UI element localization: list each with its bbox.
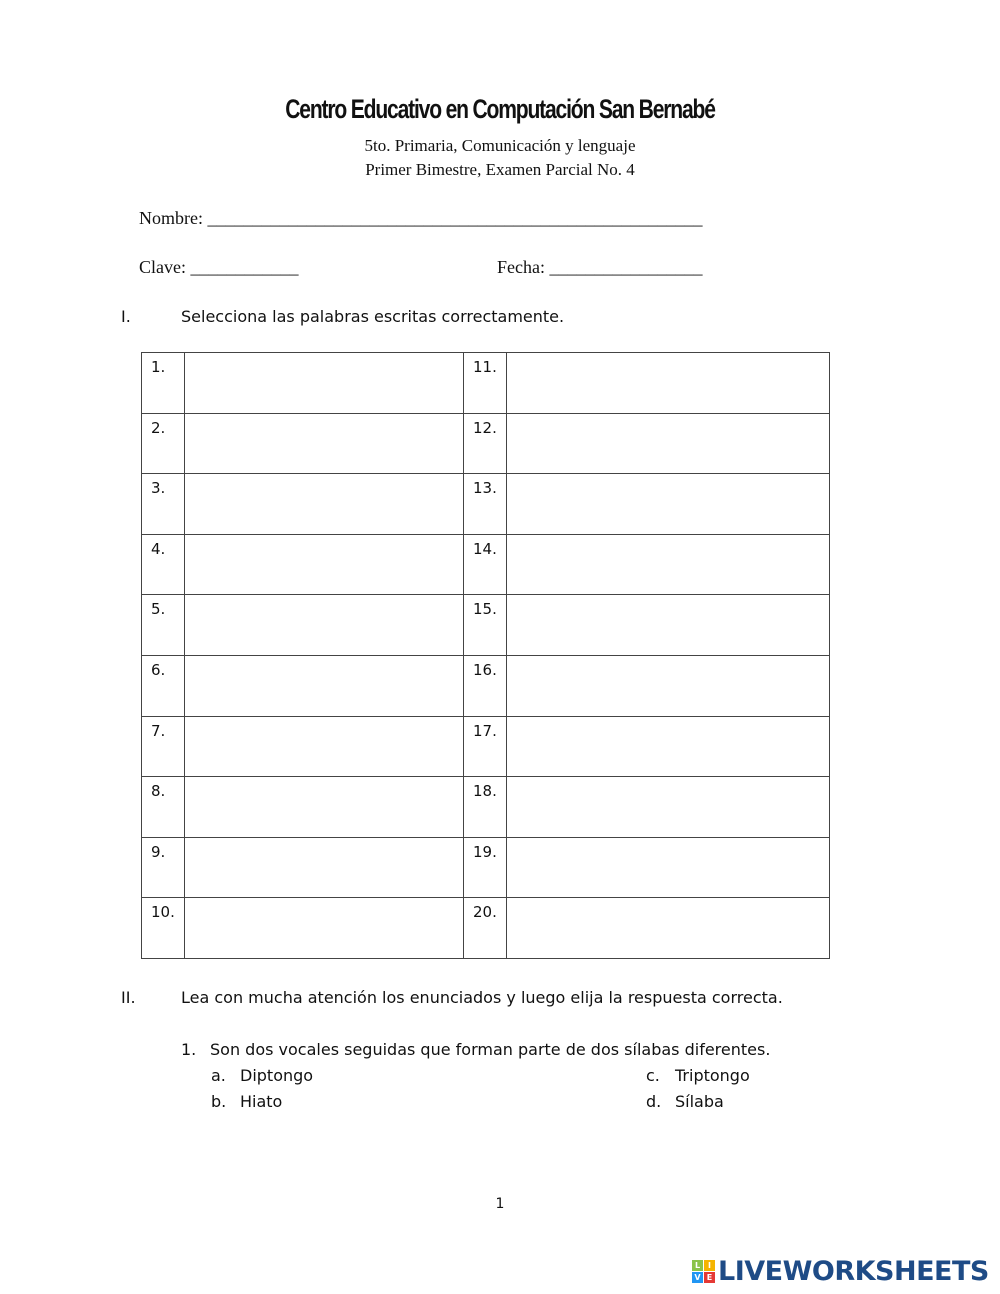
- answer-input-14[interactable]: [507, 535, 829, 595]
- answer-cell[interactable]: [507, 837, 830, 898]
- option-c[interactable]: [646, 1066, 750, 1085]
- item-number: 10.: [142, 898, 185, 959]
- section-1-instruction: Selecciona las palabras escritas correctamente.: [181, 307, 565, 326]
- answer-cell[interactable]: [507, 595, 830, 656]
- option-text: Diptongo: [240, 1066, 314, 1085]
- item-number: 1.: [142, 353, 185, 414]
- option-letter: d.: [646, 1092, 662, 1111]
- answer-cell[interactable]: [507, 353, 830, 414]
- answer-input-13[interactable]: [507, 474, 829, 534]
- table-row: [142, 655, 830, 716]
- question-1-number: 1.: [181, 1040, 197, 1059]
- page-number: 1: [495, 1196, 505, 1212]
- answer-cell[interactable]: [185, 353, 464, 414]
- item-number: 14.: [464, 534, 507, 595]
- item-number: 15.: [464, 595, 507, 656]
- answer-input-10[interactable]: [185, 898, 463, 958]
- answer-input-18[interactable]: [507, 777, 829, 837]
- table-row: [142, 716, 830, 777]
- item-number: 7.: [142, 716, 185, 777]
- answer-input-15[interactable]: [507, 595, 829, 655]
- answer-input-19[interactable]: [507, 838, 829, 898]
- answer-cell[interactable]: [507, 474, 830, 535]
- item-number: 2.: [142, 413, 185, 474]
- answer-input-12[interactable]: [507, 414, 829, 474]
- exam-subtitle: Primer Bimestre, Examen Parcial No. 4: [365, 160, 635, 179]
- answer-cell[interactable]: [185, 777, 464, 838]
- item-number: 19.: [464, 837, 507, 898]
- option-letter: a.: [211, 1066, 226, 1085]
- liveworksheets-logo: [692, 1256, 989, 1287]
- answer-cell[interactable]: [185, 534, 464, 595]
- logo-text: LIVEWORKSHEETS: [718, 1256, 989, 1287]
- answer-input-1[interactable]: [185, 353, 463, 413]
- item-number: 12.: [464, 413, 507, 474]
- section-1-number: I.: [121, 307, 131, 326]
- answer-input-5[interactable]: [185, 595, 463, 655]
- table-row: [142, 837, 830, 898]
- item-number: 16.: [464, 655, 507, 716]
- answer-input-6[interactable]: [185, 656, 463, 716]
- answer-cell[interactable]: [507, 716, 830, 777]
- answer-cell[interactable]: [185, 716, 464, 777]
- section-2-instruction: Lea con mucha atención los enunciados y luego elija la respuesta correcta.: [181, 988, 783, 1007]
- course-subtitle: 5to. Primaria, Comunicación y lenguaje: [364, 136, 636, 155]
- logo-tile: L: [692, 1260, 703, 1271]
- table-row: [142, 534, 830, 595]
- option-text: Triptongo: [675, 1066, 750, 1085]
- answer-cell[interactable]: [507, 413, 830, 474]
- table-row: [142, 474, 830, 535]
- item-number: 8.: [142, 777, 185, 838]
- item-number: 9.: [142, 837, 185, 898]
- answer-input-9[interactable]: [185, 838, 463, 898]
- answer-table: [141, 352, 830, 959]
- nombre-field: Nombre: _______________________________________________________: [139, 208, 703, 228]
- school-title: Centro Educativo en Computación San Bernabé: [285, 94, 715, 124]
- item-number: 18.: [464, 777, 507, 838]
- table-row: [142, 898, 830, 959]
- answer-input-3[interactable]: [185, 474, 463, 534]
- logo-tile: I: [704, 1260, 715, 1271]
- logo-tiles-icon: [692, 1260, 715, 1283]
- answer-cell[interactable]: [507, 777, 830, 838]
- answer-cell[interactable]: [507, 534, 830, 595]
- item-number: 4.: [142, 534, 185, 595]
- table-row: [142, 353, 830, 414]
- item-number: 13.: [464, 474, 507, 535]
- clave-field: Clave: ____________: [139, 257, 299, 277]
- answer-cell[interactable]: [507, 655, 830, 716]
- table-row: [142, 595, 830, 656]
- option-d[interactable]: [646, 1092, 724, 1111]
- answer-input-2[interactable]: [185, 414, 463, 474]
- answer-input-20[interactable]: [507, 898, 829, 958]
- table-row: [142, 777, 830, 838]
- answer-input-7[interactable]: [185, 717, 463, 777]
- answer-input-17[interactable]: [507, 717, 829, 777]
- option-b[interactable]: [211, 1092, 283, 1111]
- table-row: [142, 413, 830, 474]
- option-text: Sílaba: [675, 1092, 724, 1111]
- answer-cell[interactable]: [185, 837, 464, 898]
- option-text: Hiato: [240, 1092, 283, 1111]
- answer-cell[interactable]: [185, 655, 464, 716]
- item-number: 6.: [142, 655, 185, 716]
- answer-cell[interactable]: [185, 413, 464, 474]
- logo-tile: V: [692, 1272, 703, 1283]
- item-number: 20.: [464, 898, 507, 959]
- answer-cell[interactable]: [185, 474, 464, 535]
- fecha-field: Fecha: _________________: [497, 257, 703, 277]
- item-number: 11.: [464, 353, 507, 414]
- answer-input-11[interactable]: [507, 353, 829, 413]
- question-1-text: Son dos vocales seguidas que forman parte de dos sílabas diferentes.: [210, 1040, 771, 1059]
- answer-input-8[interactable]: [185, 777, 463, 837]
- answer-input-16[interactable]: [507, 656, 829, 716]
- item-number: 17.: [464, 716, 507, 777]
- item-number: 5.: [142, 595, 185, 656]
- answer-input-4[interactable]: [185, 535, 463, 595]
- answer-cell[interactable]: [185, 898, 464, 959]
- option-letter: c.: [646, 1066, 660, 1085]
- item-number: 3.: [142, 474, 185, 535]
- answer-cell[interactable]: [185, 595, 464, 656]
- logo-tile: E: [704, 1272, 715, 1283]
- option-a[interactable]: [211, 1066, 314, 1085]
- answer-cell[interactable]: [507, 898, 830, 959]
- section-2-number: II.: [121, 988, 136, 1007]
- option-letter: b.: [211, 1092, 227, 1111]
